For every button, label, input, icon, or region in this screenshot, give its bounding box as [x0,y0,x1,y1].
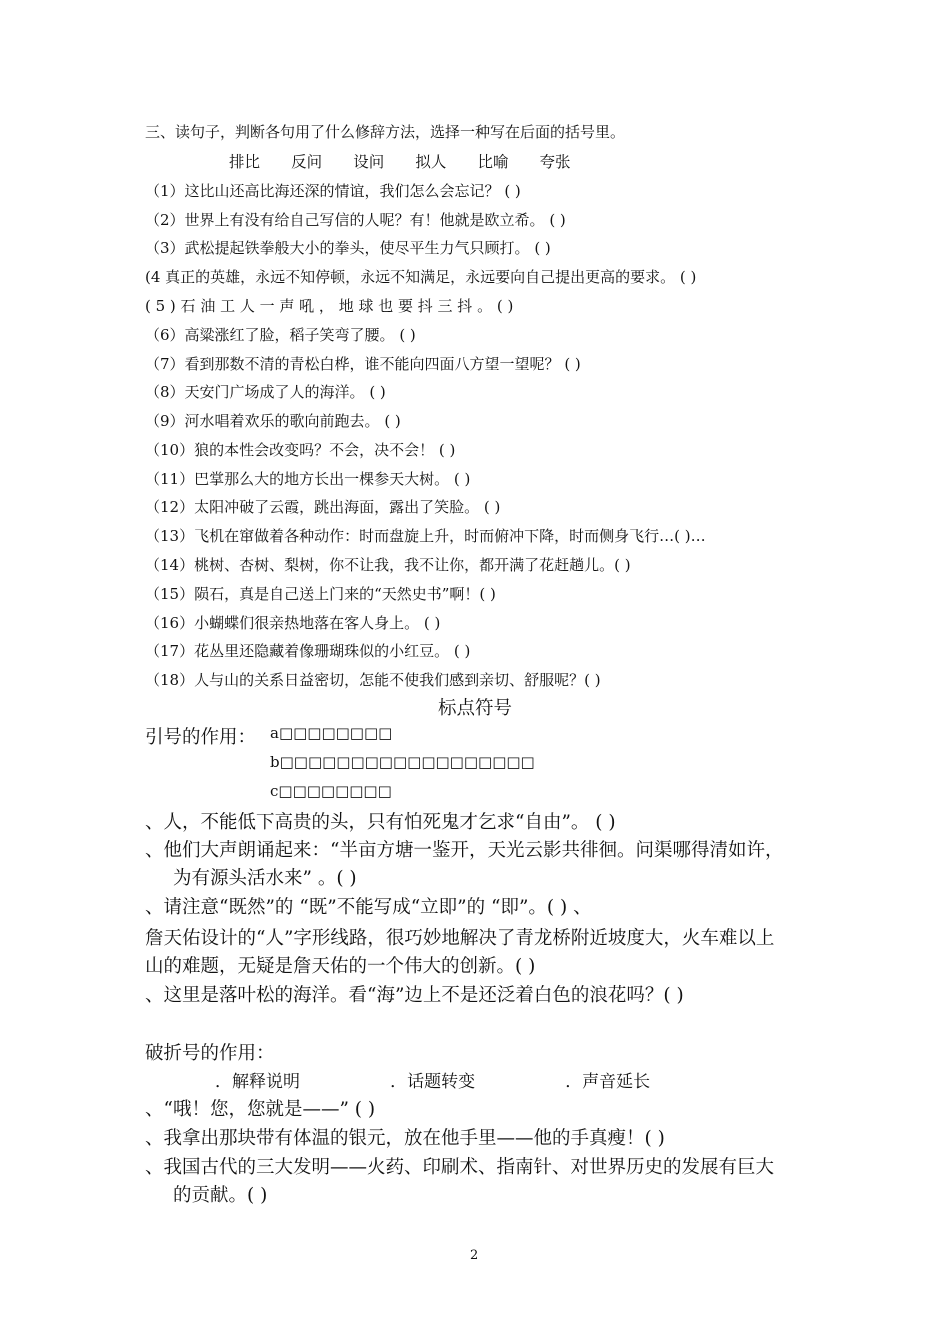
list-item: （12）太阳冲破了云霞，跳出海面，露出了笑脸。 ( ) [145,498,501,516]
option-personification: 拟人 [415,153,447,171]
dash-item: 、“哦！您，您就是——” ( ) [145,1099,376,1120]
quote-item: 、请注意“既然”的 “既”不能写成“立即”的 “即”。( ) 、 [145,897,592,918]
list-item: （3）武松提起铁拳般大小的拳头，使尽平生力气只顾打。 ( ) [145,239,551,257]
section-heading: 三、读句子，判断各句用了什么修辞方法，选择一种写在后面的括号里。 [145,123,626,141]
rhetoric-options [229,150,597,172]
punctuation-title: 标点符号 [438,698,513,719]
list-item: （18）人与山的关系日益密切，怎能不使我们感到亲切、舒服呢？( ) [145,671,601,689]
dash-use-sound-extension: ．声音延长 [565,1072,651,1092]
option-hypophora: 设问 [353,153,385,171]
list-item: （13）飞机在窜做着各种动作：时而盘旋上升，时而俯冲下降，时而侧身飞行…( )… [145,527,706,545]
quote-item-continued: 山的难题，无疑是詹天佑的一个伟大的创新。( ) [145,956,536,977]
list-item: ( 5 ) 石 油 工 人 一 声 吼 ， 地 球 也 要 抖 三 抖 。 ( ) [145,297,514,315]
dash-item-continued: 的贡献。( ) [173,1185,268,1206]
option-metaphor: 比喻 [477,153,509,171]
quote-use-b: b□□□□□□□□□□□□□□□□□□ [270,753,535,771]
list-item: （7）看到那数不清的青松白桦，谁不能向四面八方望一望呢？ ( ) [145,355,581,373]
quote-item: 、人，不能低下高贵的头，只有怕死鬼才乞求“自由”。 ( ) [145,812,616,833]
quote-item: 、这里是落叶松的海洋。看“海”边上不是还泛着白色的浪花吗？( ) [145,985,684,1006]
list-item: （6）高粱涨红了脸，稻子笑弯了腰。 ( ) [145,326,416,344]
quote-item-continued: 为有源头活水来” 。( ) [173,868,357,889]
list-item: （14）桃树、杏树、梨树，你不让我，我不让你，都开满了花赶趟儿。( ) [145,556,631,574]
list-item: （11）巴掌那么大的地方长出一棵参天大树。 ( ) [145,470,471,488]
dash-item: 、我拿出那块带有体温的银元，放在他手里——他的手真瘦！( ) [145,1128,665,1149]
option-parallelism: 排比 [229,153,261,171]
list-item: （10）狼的本性会改变吗？不会，决不会！ ( ) [145,441,456,459]
quote-usage-label: 引号的作用： [145,727,257,748]
quote-item: 、他们大声朗诵起来：“半亩方塘一鉴开，天光云影共徘徊。问渠哪得清如许， [145,840,784,861]
list-item: （1）这比山还高比海还深的情谊，我们怎么会忘记？ ( ) [145,182,521,200]
quote-use-c: c□□□□□□□□ [270,782,392,800]
list-item: (4 真正的英雄，永远不知停顿，永远不知满足，永远要向自己提出更高的要求。 ( ) [145,268,697,286]
page-number: 2 [470,1248,479,1263]
option-rhetorical-question: 反问 [291,153,323,171]
list-item: （17）花丛里还隐藏着像珊瑚珠似的小红豆。 ( ) [145,642,471,660]
list-item: （9）河水唱着欢乐的歌向前跑去。 ( ) [145,412,401,430]
list-item: （8）天安门广场成了人的海洋。 ( ) [145,383,386,401]
quote-item: 詹天佑设计的“人”字形线路，很巧妙地解决了青龙桥附近坡度大，火车难以上 [145,928,775,949]
dash-item: 、我国古代的三大发明——火药、印刷术、指南针、对世界历史的发展有巨大 [145,1157,775,1178]
list-item: （15）陨石，真是自己送上门来的“天然史书”啊！( ) [145,585,496,603]
list-item: （16）小蝴蝶们很亲热地落在客人身上。 ( ) [145,614,441,632]
dash-use-explanation: ．解释说明 [215,1072,300,1092]
dash-uses [215,1067,650,1092]
option-hyperbole: 夸张 [539,153,571,171]
quote-use-a: a□□□□□□□□ [270,724,393,742]
dash-use-topic-shift: ．话题转变 [390,1072,476,1092]
list-item: （2）世界上有没有给自己写信的人呢？有！他就是欧立希。 ( ) [145,211,566,229]
dash-usage-label: 破折号的作用： [145,1043,275,1064]
